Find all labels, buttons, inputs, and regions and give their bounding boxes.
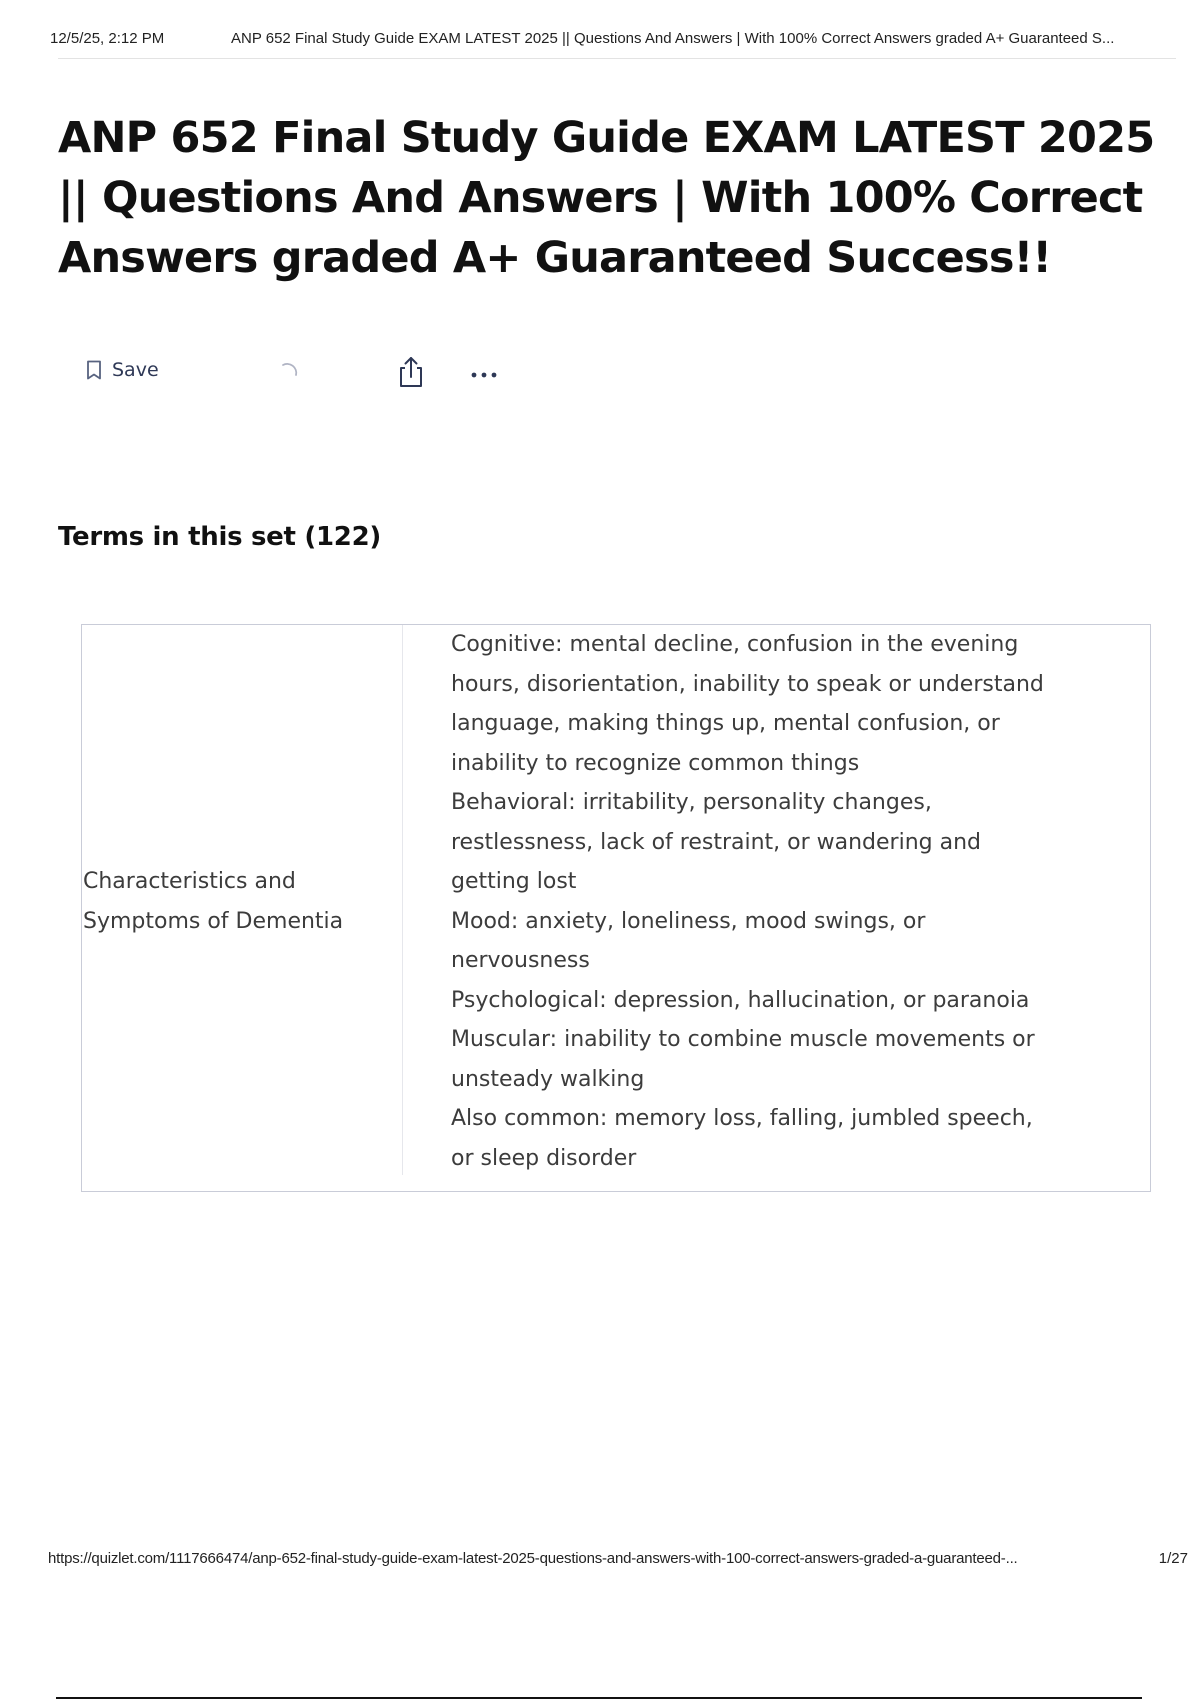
share-icon[interactable] — [396, 355, 426, 393]
definition-line: hours, disorientation, inability to speak or understand — [451, 671, 1044, 697]
definition-line: or sleep disorder — [451, 1145, 637, 1171]
definition-line: getting lost — [451, 869, 577, 894]
page-title: ANP 652 Final Study Guide EXAM LATEST 2025 || Questions And Answers | With 100% Correct Answers graded A+ Guaranteed Success!! — [58, 113, 1155, 283]
more-options-icon[interactable] — [466, 355, 502, 393]
term-card-divider — [402, 625, 403, 1175]
definition-line: unsteady walking — [451, 1066, 645, 1092]
definition-line: Cognitive: mental decline, confusion in the evening — [451, 632, 1019, 657]
definition-line: Muscular: inability to combine muscle movements or — [451, 1027, 1035, 1052]
definition-line: restlessness, lack of restraint, or wandering and — [451, 829, 982, 855]
loading-spinner-icon — [276, 361, 300, 389]
term-definition — [451, 625, 1051, 1178]
definition-line: Also common: memory loss, falling, jumbled speech, — [451, 1106, 1033, 1131]
print-doc-title: ANP 652 Final Study Guide EXAM LATEST 2025 || Questions And Answers | With 100% Correct Answers graded A+ Guaranteed S... — [231, 30, 1115, 47]
definition-line: nervousness — [451, 948, 590, 973]
save-label: Save — [112, 359, 159, 381]
print-date: 12/5/25, 2:12 PM — [50, 30, 165, 47]
set-toolbar — [76, 355, 536, 395]
print-url: https://quizlet.com/1117666474/anp-652-final-study-guide-exam-latest-2025-questions-and-answers-with-100-correct-answers-graded-a-guaranteed-... — [48, 1550, 1018, 1567]
definition-line: inability to recognize common things — [451, 750, 860, 776]
save-button[interactable] — [86, 359, 159, 381]
term-card — [81, 624, 1151, 1192]
print-header — [50, 30, 1180, 56]
terms-heading: Terms in this set (122) — [58, 522, 381, 552]
definition-line: Behavioral: irritability, personality changes, — [451, 790, 932, 815]
print-footer — [48, 1550, 1188, 1572]
page-bottom-rule — [56, 1697, 1142, 1699]
page-number: 1/27 — [1158, 1550, 1188, 1567]
definition-line: Psychological: depression, hallucination, or paranoia — [451, 987, 1030, 1013]
term-word: Characteristics and Symptoms of Dementia — [83, 869, 344, 934]
definition-line: language, making things up, mental confusion, or — [451, 711, 1000, 736]
bookmark-icon — [86, 360, 102, 380]
header-divider — [58, 58, 1176, 59]
definition-line: Mood: anxiety, loneliness, mood swings, or — [451, 908, 926, 934]
